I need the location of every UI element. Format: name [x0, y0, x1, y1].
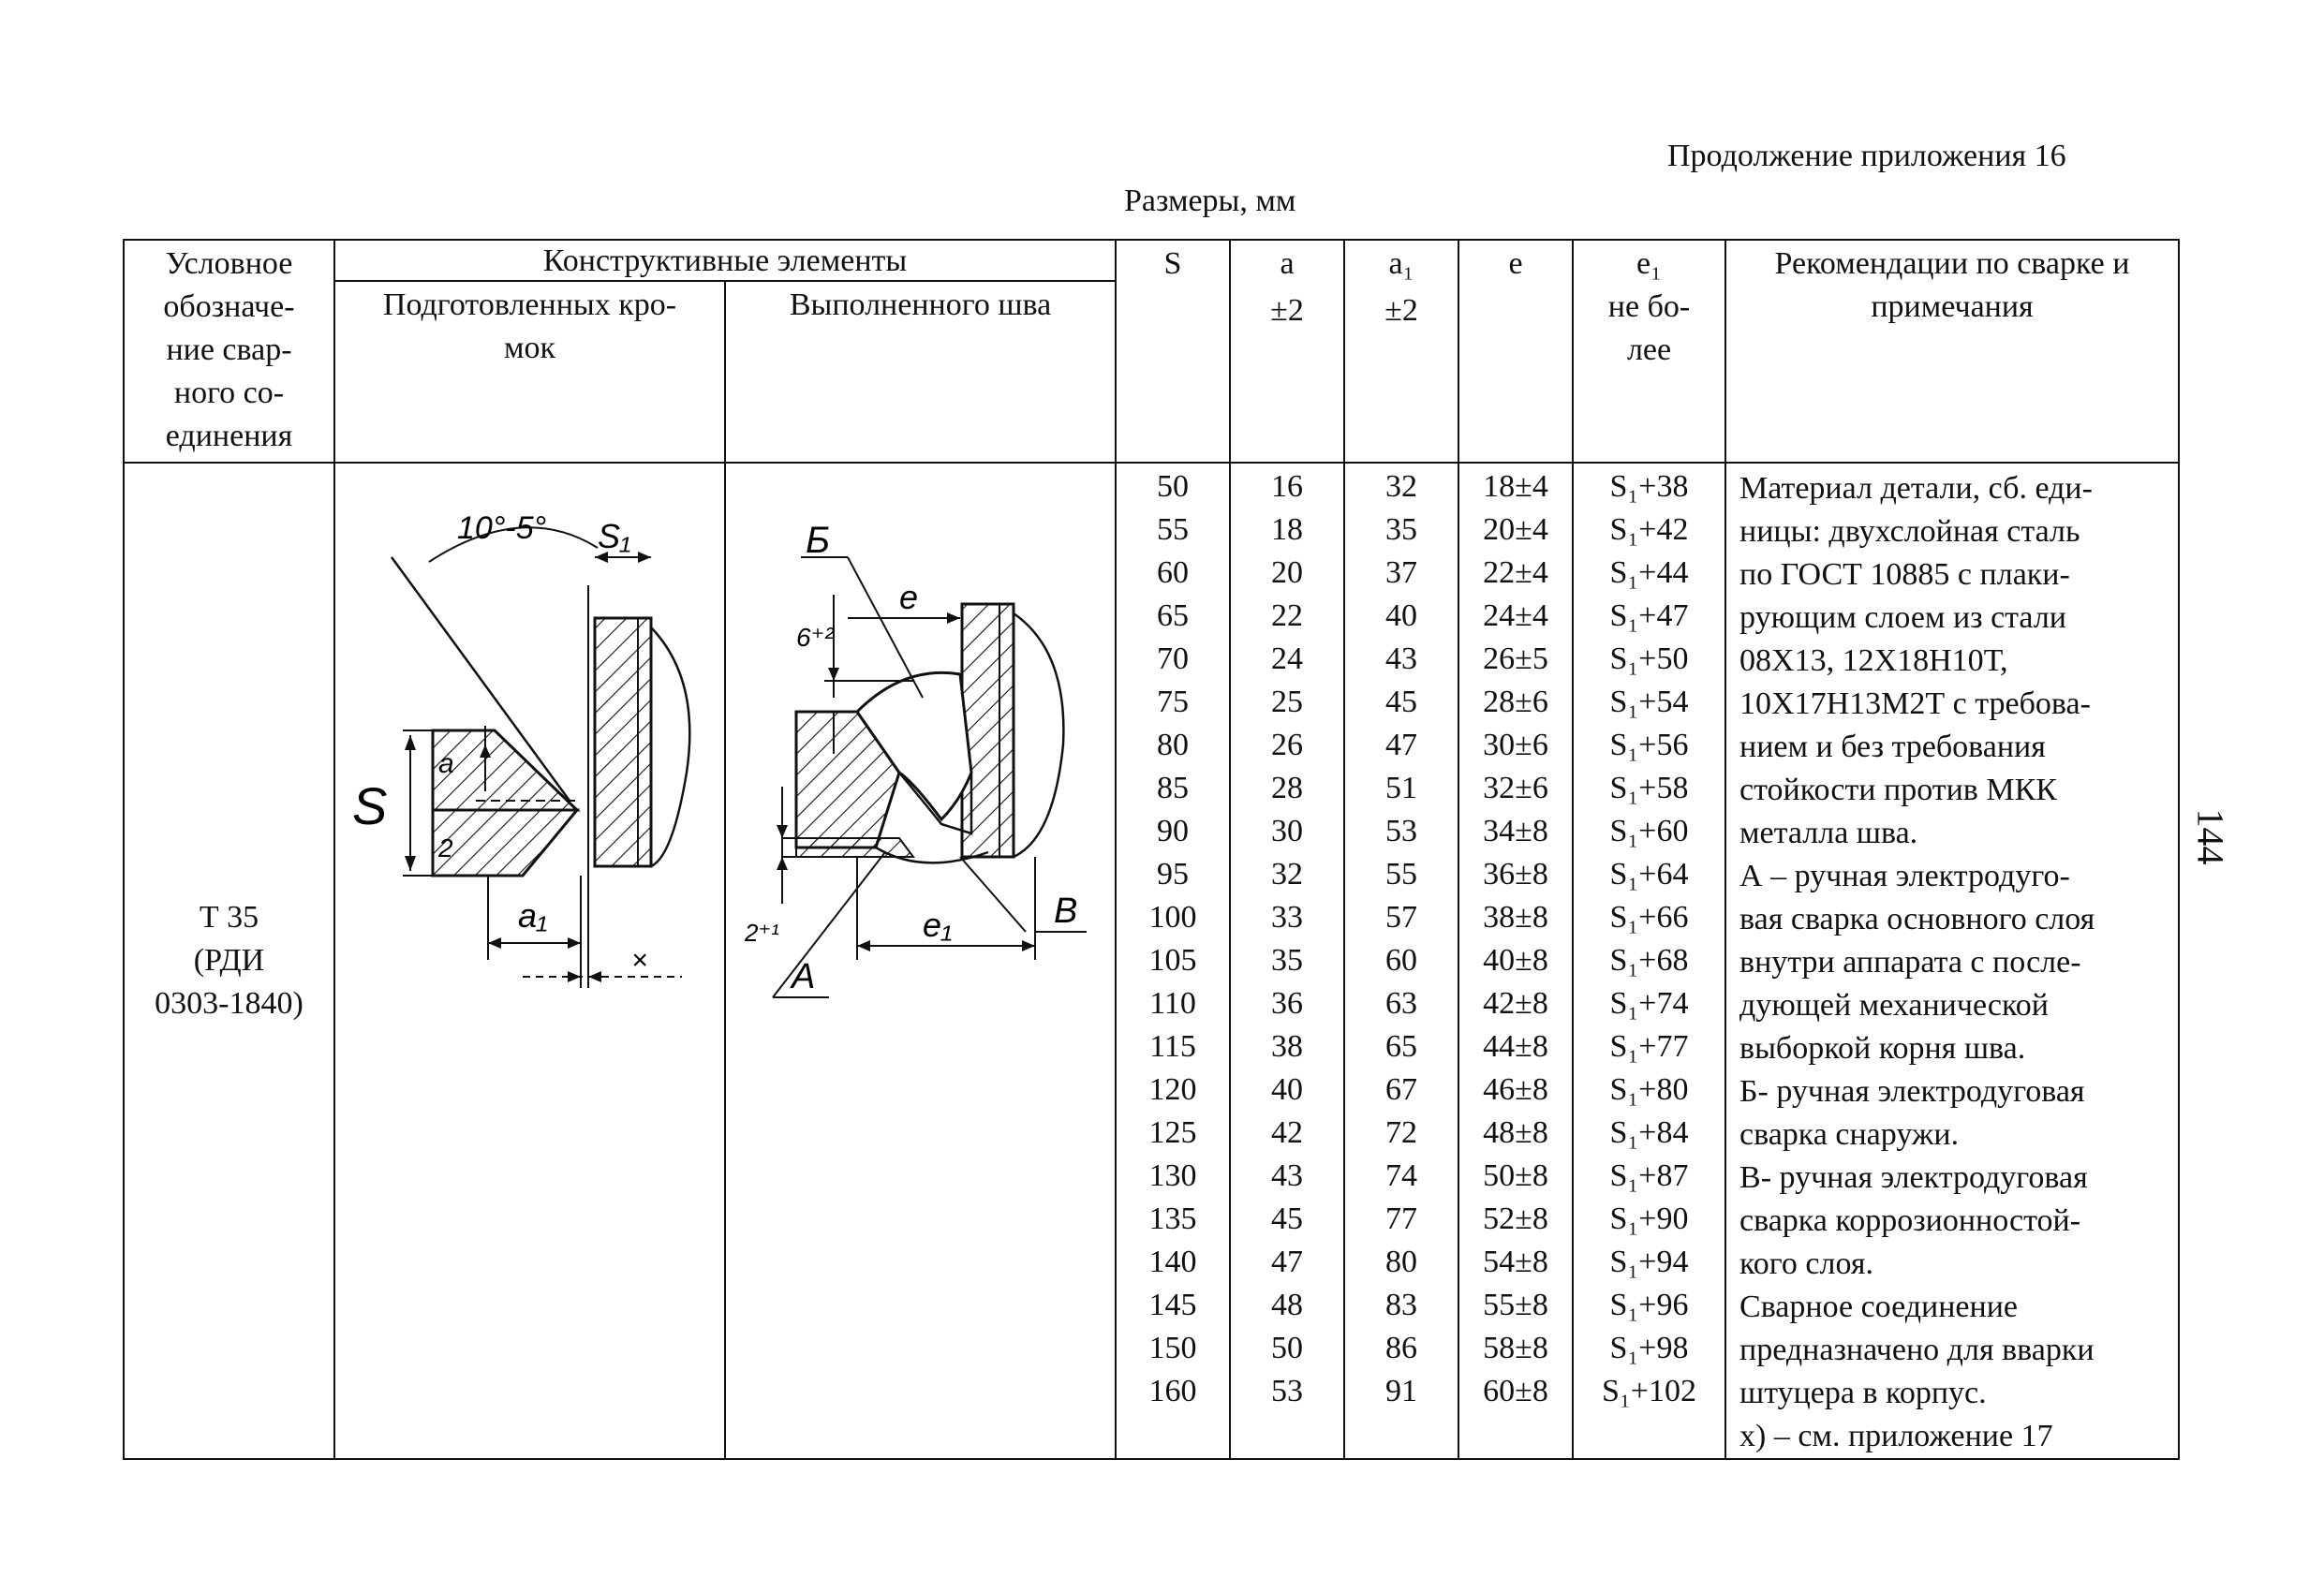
- a1-value: 57: [1385, 900, 1418, 935]
- e-value: 55±8: [1483, 1288, 1548, 1322]
- s-value: 100: [1148, 900, 1197, 935]
- e-value: 40±8: [1483, 943, 1548, 978]
- e-dimension-label: e: [899, 578, 919, 616]
- a1-value: 77: [1385, 1201, 1418, 1236]
- prepared-edges-drawing: [335, 464, 726, 1456]
- e1-value: S₁+80: [1609, 1072, 1689, 1107]
- header-constructive: Конструктивные элементы: [334, 240, 1116, 281]
- two-dimension-label-weld: 2⁺¹: [745, 919, 779, 947]
- a-value: 30: [1271, 814, 1304, 848]
- a1-value: 45: [1385, 685, 1418, 719]
- a1-value: 53: [1385, 814, 1418, 848]
- recommendation-line: вая сварка основного слоя: [1739, 902, 2095, 936]
- s-value: 135: [1148, 1201, 1197, 1236]
- a-value: 28: [1271, 771, 1304, 805]
- recommendation-line: 08Х13, 12Х18Н10Т,: [1739, 643, 2008, 678]
- a1-value: 51: [1385, 771, 1418, 805]
- e-value: 42±8: [1483, 986, 1548, 1021]
- units-label: Размеры, мм: [1124, 184, 1296, 218]
- s-value: 110: [1149, 986, 1196, 1021]
- recommendation-line: Сварное соединение: [1739, 1290, 2019, 1324]
- recommendation-line: дующей механической: [1739, 988, 2049, 1023]
- recommendation-line: металла шва.: [1739, 816, 1918, 850]
- a1-value: 91: [1385, 1374, 1418, 1408]
- e-value: 26±5: [1483, 641, 1548, 676]
- s-value: 85: [1157, 771, 1190, 805]
- s-value: 60: [1157, 555, 1190, 590]
- e1-value: S₁+84: [1609, 1115, 1689, 1150]
- e-value: 60±8: [1483, 1374, 1548, 1408]
- e-value: 22±4: [1483, 555, 1548, 590]
- s-value: 130: [1148, 1158, 1197, 1193]
- a-value: 26: [1271, 728, 1304, 762]
- recommendation-line: предназначено для вварки: [1739, 1333, 2095, 1367]
- s-value: 115: [1149, 1029, 1196, 1064]
- a-value: 24: [1271, 641, 1304, 676]
- e1-value: S₁+54: [1609, 685, 1689, 719]
- e-value: 38±8: [1483, 900, 1548, 935]
- s-value: 90: [1157, 814, 1190, 848]
- e1-value: S₁+87: [1609, 1158, 1689, 1193]
- recommendation-line: 10Х17Н13М2Т с требова-: [1739, 686, 2091, 721]
- e1-value: S₁+77: [1609, 1029, 1689, 1064]
- a-value: 43: [1271, 1158, 1304, 1193]
- a-value: 38: [1271, 1029, 1304, 1064]
- s-dimension-label: S: [352, 776, 388, 835]
- a1-value: 55: [1385, 857, 1418, 892]
- e-value: 58±8: [1483, 1331, 1548, 1365]
- e1-value: S₁+74: [1609, 986, 1689, 1021]
- s-value: 55: [1157, 512, 1190, 547]
- header-a: a ±2: [1230, 240, 1344, 463]
- e1-value: S₁+60: [1609, 814, 1689, 848]
- header-e: e: [1458, 240, 1573, 463]
- s-value: 50: [1157, 469, 1190, 504]
- e-value: 54±8: [1483, 1245, 1548, 1279]
- a1-value: 86: [1385, 1331, 1418, 1365]
- e1-value: S₁+44: [1609, 555, 1689, 590]
- recommendation-line: х) – см. приложение 17: [1739, 1419, 2053, 1453]
- a-value: 40: [1271, 1072, 1304, 1107]
- a1-dimension-label: a₁: [518, 896, 548, 935]
- a-value: 48: [1271, 1288, 1304, 1322]
- e-value: 20±4: [1483, 512, 1548, 547]
- continuation-label: Продолжение приложения 16: [1667, 139, 2066, 173]
- a-label: А: [792, 957, 816, 996]
- e-value: 50±8: [1483, 1158, 1548, 1193]
- recommendation-line: нием и без требования: [1739, 730, 2046, 764]
- a1-value: 80: [1385, 1245, 1418, 1279]
- x-gap-label: ×: [631, 945, 648, 976]
- two-dimension-label: 2: [438, 833, 453, 862]
- a1-value: 60: [1385, 943, 1418, 978]
- e-value: 32±6: [1483, 771, 1548, 805]
- recommendation-line: стойкости против МКК: [1739, 773, 2057, 807]
- a-value: 42: [1271, 1115, 1304, 1150]
- s-values-cell: [1116, 463, 1230, 1459]
- e-value: 48±8: [1483, 1115, 1548, 1150]
- a-value: 47: [1271, 1245, 1304, 1279]
- a-value: 20: [1271, 555, 1304, 590]
- e-value: 18±4: [1483, 469, 1548, 504]
- recommendation-line: выборкой корня шва.: [1739, 1031, 2026, 1066]
- header-recommendations: Рекомендации по сварке и примечания: [1725, 240, 2179, 463]
- recommendation-line: Б- ручная электродуговая: [1739, 1074, 2085, 1109]
- header-a1: a₁ ±2: [1344, 240, 1458, 463]
- e1-value: S₁+90: [1609, 1201, 1689, 1236]
- s-value: 70: [1157, 641, 1190, 676]
- recommendation-line: Материал детали, сб. еди-: [1739, 471, 2093, 506]
- a-value: 22: [1271, 598, 1304, 633]
- a1-value: 74: [1385, 1158, 1418, 1193]
- e-value: 46±8: [1483, 1072, 1548, 1107]
- e1-value: S₁+66: [1609, 900, 1689, 935]
- a-value: 25: [1271, 685, 1304, 719]
- a-value: 16: [1271, 469, 1304, 504]
- designation-cell: Т 35 (РДИ 0303-1840): [124, 463, 334, 1459]
- a1-value: 37: [1385, 555, 1418, 590]
- e-value: 44±8: [1483, 1029, 1548, 1064]
- recommendation-line: В- ручная электродуговая: [1739, 1160, 2088, 1195]
- e1-value: S₁+102: [1602, 1374, 1696, 1408]
- recommendation-line: сварка снаружи.: [1739, 1117, 1960, 1152]
- a-values-cell: [1230, 463, 1344, 1459]
- e-value: 24±4: [1483, 598, 1548, 633]
- a-value: 18: [1271, 512, 1304, 547]
- a1-value: 67: [1385, 1072, 1418, 1107]
- s-value: 65: [1157, 598, 1190, 633]
- e1-value: S₁+64: [1609, 857, 1689, 892]
- e1-value: S₁+68: [1609, 943, 1689, 978]
- e1-value: S₁+96: [1609, 1288, 1689, 1322]
- e1-dimension-label: e₁: [923, 906, 953, 944]
- recommendation-line: кого слоя.: [1739, 1246, 1873, 1281]
- a-value: 50: [1271, 1331, 1304, 1365]
- a1-value: 32: [1385, 469, 1418, 504]
- a-dimension-label: a: [438, 748, 454, 779]
- a1-value: 83: [1385, 1288, 1418, 1322]
- header-e1: e₁ не бо- лее: [1573, 240, 1725, 463]
- e1-value: S₁+47: [1609, 598, 1689, 633]
- bevel-angle-label: 10°-5°: [457, 510, 547, 546]
- e-value: 36±8: [1483, 857, 1548, 892]
- six-dimension-label: 6⁺²: [796, 623, 834, 652]
- prepared-edges-drawing-cell: [334, 463, 725, 1459]
- recommendation-line: сварка коррозионностой-: [1739, 1203, 2081, 1238]
- header-s: S: [1116, 240, 1230, 463]
- e1-value: S₁+38: [1609, 469, 1689, 504]
- e-value: 34±8: [1483, 814, 1548, 848]
- recommendation-line: А – ручная электродуго-: [1739, 859, 2070, 893]
- e-value: 52±8: [1483, 1201, 1548, 1236]
- s-value: 145: [1148, 1288, 1197, 1322]
- e1-values-cell: [1573, 463, 1725, 1459]
- a-value: 53: [1271, 1374, 1304, 1408]
- e1-value: S₁+42: [1609, 512, 1689, 547]
- recommendation-line: внутри аппарата с после-: [1739, 945, 2081, 980]
- s-value: 150: [1148, 1331, 1197, 1365]
- a1-value: 43: [1385, 641, 1418, 676]
- weld-joint-table: [123, 239, 2180, 1460]
- a-value: 33: [1271, 900, 1304, 935]
- e-value: 30±6: [1483, 728, 1548, 762]
- header-prepared-edges: Подготовленных кро- мок: [334, 281, 725, 463]
- s-value: 105: [1148, 943, 1197, 978]
- finished-weld-drawing: [726, 464, 1117, 1456]
- recommendation-line: рующим слоем из стали: [1739, 600, 2066, 635]
- a-value: 45: [1271, 1201, 1304, 1236]
- a1-value: 72: [1385, 1115, 1418, 1150]
- a-value: 36: [1271, 986, 1304, 1021]
- v-label: В: [1054, 892, 1078, 931]
- s-value: 120: [1148, 1072, 1197, 1107]
- a-value: 32: [1271, 857, 1304, 892]
- a1-values-cell: [1344, 463, 1458, 1459]
- e1-value: S₁+50: [1609, 641, 1689, 676]
- s-value: 160: [1148, 1374, 1197, 1408]
- a-value: 35: [1271, 943, 1304, 978]
- b-label: Б: [806, 520, 831, 561]
- recommendation-line: штуцера в корпус.: [1739, 1376, 1987, 1410]
- header-designation: Условное обозначе- ние свар- ного со- единения: [124, 240, 334, 463]
- a1-value: 65: [1385, 1029, 1418, 1064]
- recommendations-cell: [1725, 463, 2179, 1459]
- s1-dimension-label: S₁: [598, 517, 631, 555]
- e1-value: S₁+98: [1609, 1331, 1689, 1365]
- a1-value: 35: [1385, 512, 1418, 547]
- e-values-cell: [1458, 463, 1573, 1459]
- header-finished-weld: Выполненного шва: [725, 281, 1116, 463]
- e1-value: S₁+56: [1609, 728, 1689, 762]
- e-value: 28±6: [1483, 685, 1548, 719]
- a1-value: 47: [1385, 728, 1418, 762]
- s-value: 75: [1157, 685, 1190, 719]
- s-value: 140: [1148, 1245, 1197, 1279]
- recommendation-line: по ГОСТ 10885 с плаки-: [1739, 557, 2070, 592]
- s-value: 95: [1157, 857, 1190, 892]
- page-number: 144: [2189, 808, 2232, 865]
- a1-value: 63: [1385, 986, 1418, 1021]
- e1-value: S₁+94: [1609, 1245, 1689, 1279]
- e1-value: S₁+58: [1609, 771, 1689, 805]
- finished-weld-drawing-cell: [725, 463, 1116, 1459]
- s-value: 80: [1157, 728, 1190, 762]
- recommendation-line: ницы: двухслойная сталь: [1739, 514, 2080, 549]
- a1-value: 40: [1385, 598, 1418, 633]
- s-value: 125: [1148, 1115, 1197, 1150]
